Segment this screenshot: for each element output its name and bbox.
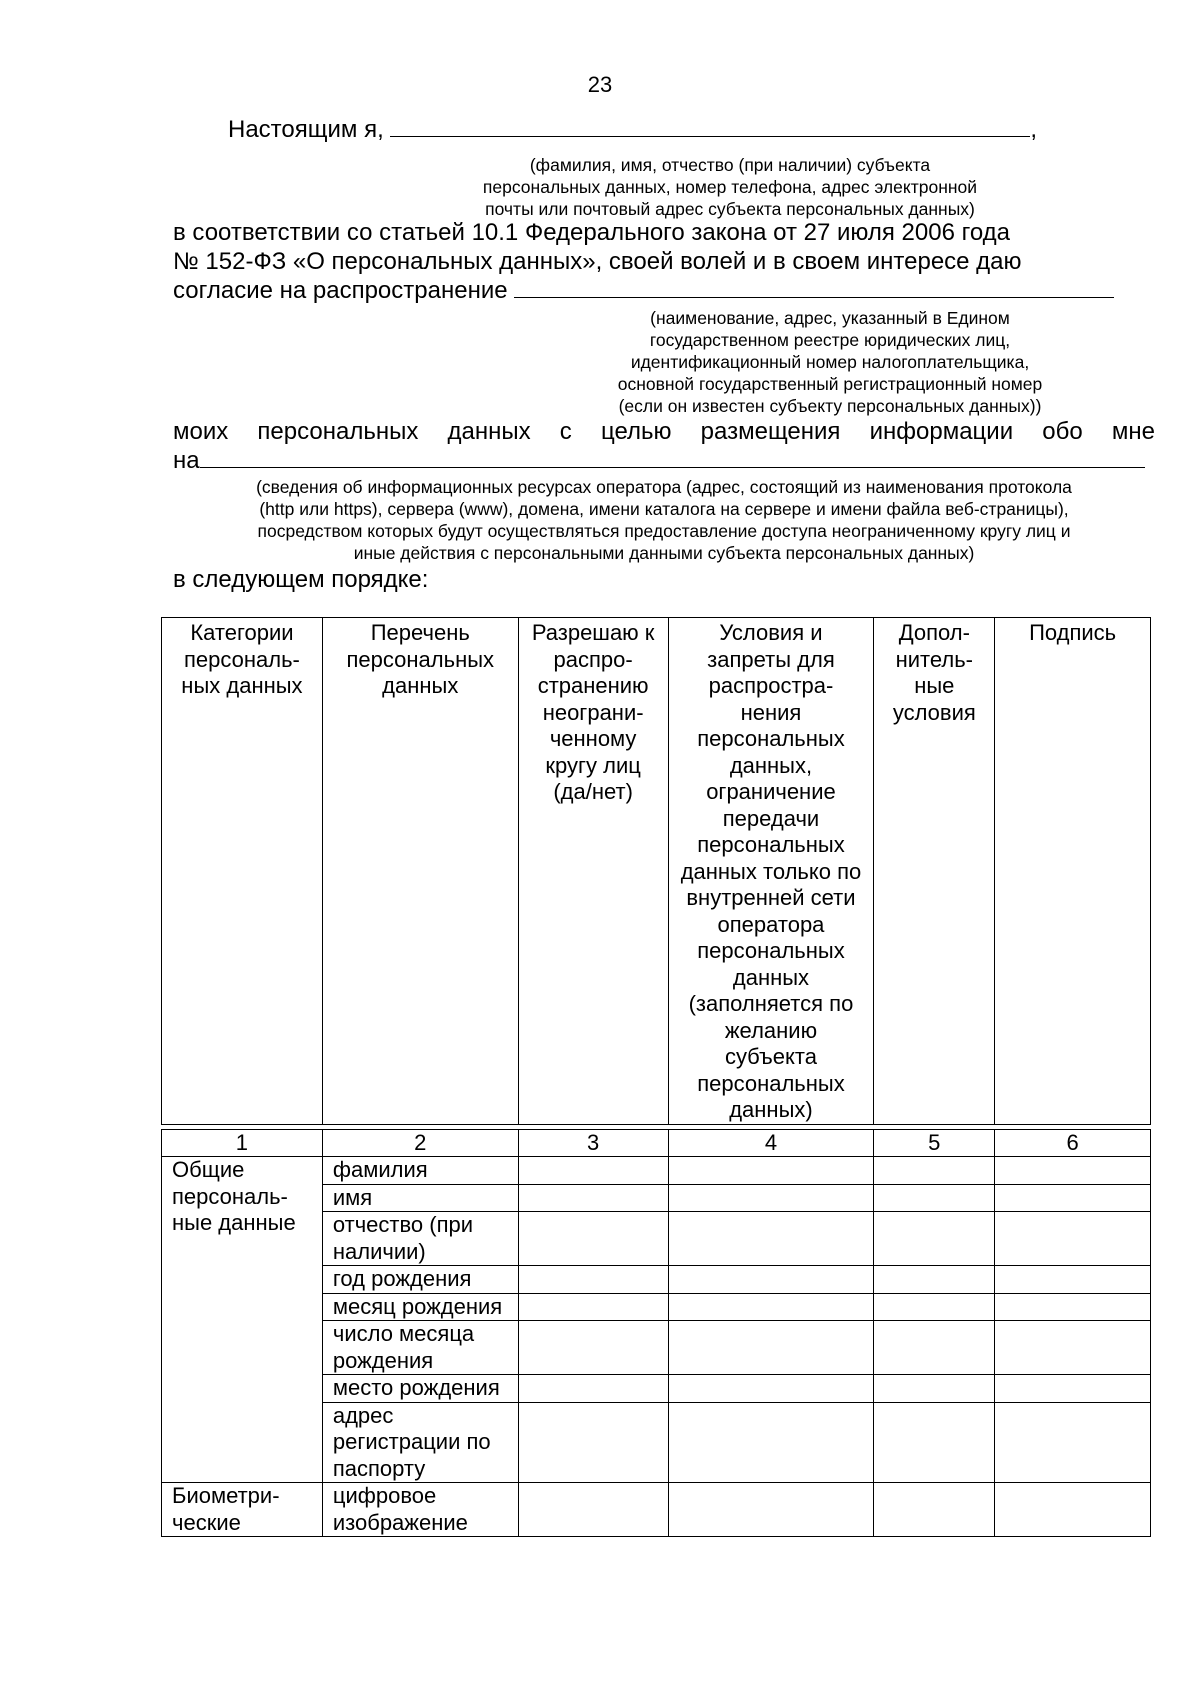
- operator-note-line: идентификационный номер налогоплательщика,: [630, 352, 1030, 372]
- subject-note: [440, 154, 1020, 220]
- additional-input-cell[interactable]: [874, 1483, 995, 1537]
- intro-lead-end: ,: [1030, 116, 1038, 143]
- conditions-input-cell[interactable]: [668, 1293, 874, 1321]
- column-number: 1: [162, 1129, 323, 1157]
- intro-lead-text: Настоящим я,: [228, 116, 384, 143]
- header-cell-signature: Подпись: [995, 618, 1151, 1125]
- additional-input-cell[interactable]: [874, 1184, 995, 1212]
- category-cell: Общие персональ-ные данные: [162, 1157, 323, 1483]
- permit-input-cell[interactable]: [518, 1157, 668, 1185]
- purpose-line: моих персональных данных с целью размещения информации обо мне: [173, 418, 1155, 445]
- signature-input-cell[interactable]: [995, 1266, 1151, 1294]
- conditions-input-cell[interactable]: [668, 1157, 874, 1185]
- item-cell: место рождения: [322, 1375, 518, 1403]
- resources-note-line: (сведения об информационных ресурсах оператора (адрес, состоящий из наименования протокола: [256, 477, 1072, 497]
- operator-blank-line[interactable]: [514, 277, 1114, 298]
- resources-note-line: иные действия с персональными данными субъекта персональных данных): [353, 543, 975, 563]
- operator-note-line: (если он известен субъекту персональных данных)): [618, 396, 1042, 416]
- conditions-input-cell[interactable]: [668, 1184, 874, 1212]
- signature-input-cell[interactable]: [995, 1483, 1151, 1537]
- header-cell-additional: Допол-нитель-ные условия: [874, 618, 995, 1125]
- operator-note-line: государственном реестре юридических лиц,: [649, 330, 1011, 350]
- table-row: [162, 1483, 1151, 1537]
- resources-blank-line[interactable]: [200, 447, 1145, 468]
- item-cell: адрес регистрации по паспорту: [322, 1402, 518, 1483]
- conditions-input-cell[interactable]: [668, 1212, 874, 1266]
- additional-input-cell[interactable]: [874, 1375, 995, 1403]
- conditions-input-cell[interactable]: [668, 1321, 874, 1375]
- operator-note: [560, 307, 1100, 417]
- item-cell: год рождения: [322, 1266, 518, 1294]
- permit-input-cell[interactable]: [518, 1184, 668, 1212]
- resources-note: [173, 476, 1155, 564]
- body-line: в соответствии со статьей 10.1 Федерального закона от 27 июля 2006 года: [173, 219, 1010, 246]
- permit-input-cell[interactable]: [518, 1266, 668, 1294]
- subject-note-line: почты или почтовый адрес субъекта персональных данных): [485, 199, 975, 219]
- additional-input-cell[interactable]: [874, 1321, 995, 1375]
- table-header-row: [162, 618, 1151, 1125]
- purpose-on-text: на: [173, 447, 200, 474]
- additional-input-cell[interactable]: [874, 1293, 995, 1321]
- column-number: 6: [995, 1129, 1151, 1157]
- header-cell-list: Перечень персональных данных: [322, 618, 518, 1125]
- column-number: 4: [668, 1129, 874, 1157]
- item-cell: отчество (при наличии): [322, 1212, 518, 1266]
- signature-input-cell[interactable]: [995, 1321, 1151, 1375]
- column-number: 5: [874, 1129, 995, 1157]
- permit-input-cell[interactable]: [518, 1321, 668, 1375]
- consent-table: [161, 617, 1151, 1537]
- intro-lead-line: [228, 116, 1037, 144]
- header-cell-conditions: Условия и запреты для распростра-нения персональных данных, ограничение передачи персональных данных только по внутренней сети оператора персональных данных (заполняется по желанию субъекта персональных данных): [668, 618, 874, 1125]
- order-line: в следующем порядке:: [173, 566, 429, 593]
- signature-input-cell[interactable]: [995, 1293, 1151, 1321]
- column-number: 2: [322, 1129, 518, 1157]
- body-line: № 152-ФЗ «О персональных данных», своей волей и в своем интересе даю: [173, 248, 1022, 275]
- item-cell: имя: [322, 1184, 518, 1212]
- additional-input-cell[interactable]: [874, 1402, 995, 1483]
- header-cell-categories: Категории персональ-ных данных: [162, 618, 323, 1125]
- category-cell: Биометри-ческие: [162, 1483, 323, 1537]
- page-number: 23: [587, 72, 613, 97]
- signature-input-cell[interactable]: [995, 1375, 1151, 1403]
- conditions-input-cell[interactable]: [668, 1266, 874, 1294]
- signature-input-cell[interactable]: [995, 1212, 1151, 1266]
- purpose-on-line: [173, 447, 1145, 475]
- resources-note-line: (http или https), сервера (www), домена, имени каталога на сервере и имени файла веб-страницы),: [259, 499, 1069, 519]
- conditions-input-cell[interactable]: [668, 1402, 874, 1483]
- permit-input-cell[interactable]: [518, 1212, 668, 1266]
- column-number-row: [162, 1129, 1151, 1157]
- additional-input-cell[interactable]: [874, 1266, 995, 1294]
- signature-input-cell[interactable]: [995, 1184, 1151, 1212]
- permit-input-cell[interactable]: [518, 1375, 668, 1403]
- signature-input-cell[interactable]: [995, 1157, 1151, 1185]
- signature-input-cell[interactable]: [995, 1402, 1151, 1483]
- conditions-input-cell[interactable]: [668, 1375, 874, 1403]
- subject-blank-line[interactable]: [390, 116, 1030, 137]
- item-cell: фамилия: [322, 1157, 518, 1185]
- additional-input-cell[interactable]: [874, 1212, 995, 1266]
- consent-to-text: согласие на распространение: [173, 277, 508, 304]
- permit-input-cell[interactable]: [518, 1483, 668, 1537]
- resources-note-line: посредством которых будут осуществляться предоставление доступа неограниченному кругу лиц и: [257, 521, 1071, 541]
- header-cell-permit: Разрешаю к распро-странению неограни-ченному кругу лиц (да/нет): [518, 618, 668, 1125]
- operator-note-line: (наименование, адрес, указанный в Едином: [650, 308, 1010, 328]
- subject-note-line: (фамилия, имя, отчество (при наличии) субъекта: [529, 155, 931, 175]
- additional-input-cell[interactable]: [874, 1157, 995, 1185]
- table-row: [162, 1157, 1151, 1185]
- item-cell: цифровое изображение: [322, 1483, 518, 1537]
- subject-note-line: персональных данных, номер телефона, адрес электронной: [482, 177, 978, 197]
- operator-note-line: основной государственный регистрационный номер: [617, 374, 1043, 394]
- permit-input-cell[interactable]: [518, 1293, 668, 1321]
- conditions-input-cell[interactable]: [668, 1483, 874, 1537]
- consent-line: [173, 277, 1114, 305]
- item-cell: месяц рождения: [322, 1293, 518, 1321]
- permit-input-cell[interactable]: [518, 1402, 668, 1483]
- item-cell: число месяца рождения: [322, 1321, 518, 1375]
- column-number: 3: [518, 1129, 668, 1157]
